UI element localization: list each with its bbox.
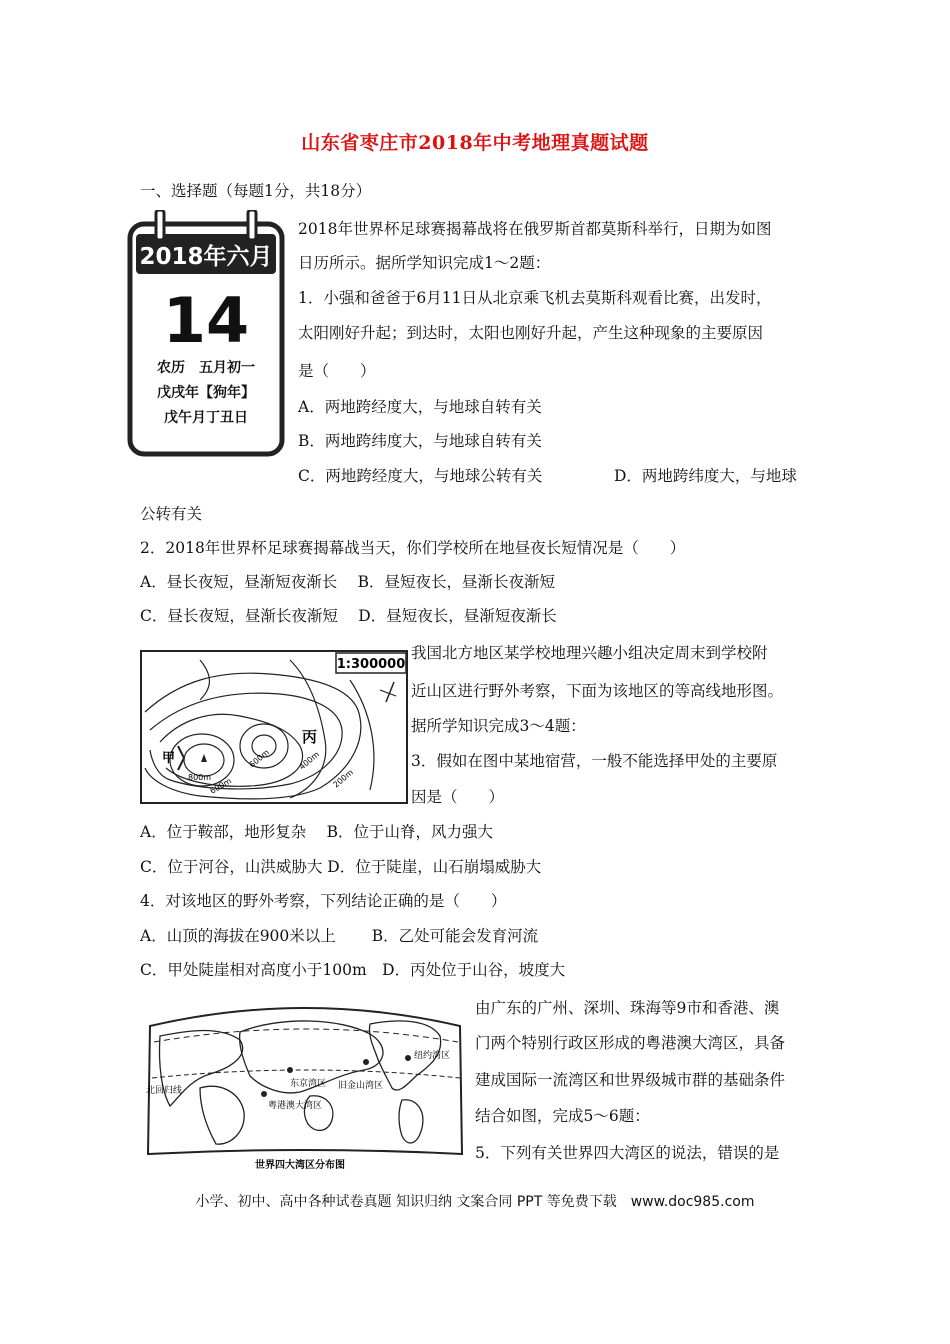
calendar-lunar-2: 戊戌年【狗年】	[157, 385, 255, 401]
intro-12-line-2: 日历所示。据所学知识完成1～2题：	[298, 254, 551, 272]
intro-12-line-1: 2018年世界杯足球赛揭幕战将在俄罗斯首都莫斯科举行，日期为如图	[298, 220, 772, 238]
contour-800: 800m	[188, 773, 212, 782]
calendar-lunar-3: 戊午月丁丑日	[164, 410, 248, 426]
intro-56-line-4: 结合如图，完成5～6题：	[475, 1107, 650, 1125]
q1-stem-1: 1．小强和爸爸于6月11日从北京乘飞机去莫斯科观看比赛，出发时，	[298, 289, 772, 307]
q1-option-d-cont: 公转有关	[140, 505, 203, 523]
world-bay-map	[140, 996, 470, 1174]
q4-stem: 4．对该地区的野外考察，下列结论正确的是（ ）	[140, 892, 507, 910]
q3-stem-2: 因是（ ）	[411, 788, 505, 806]
q3-options-ab: A．位于鞍部，地形复杂 B．位于山脊，风力强大	[140, 823, 494, 841]
section-heading: 一、选择题（每题1分，共18分）	[140, 182, 372, 200]
map-caption: 世界四大湾区分布图	[255, 1160, 345, 1171]
calendar-day: 14	[162, 284, 250, 357]
label-ny-bay: 纽约湾区	[414, 1051, 451, 1061]
q4-options-cd: C．甲处陡崖相对高度小于100m D．丙处位于山谷，坡度大	[140, 961, 566, 979]
intro-56-line-3: 建成国际一流湾区和世界级城市群的基础条件	[475, 1071, 786, 1089]
intro-34-line-1: 我国北方地区某学校地理兴趣小组决定周末到学校附	[411, 644, 768, 662]
q1-option-c: C．两地跨经度大，与地球公转有关	[298, 467, 543, 485]
q1-stem-3: 是（ ）	[298, 362, 376, 380]
label-tokyo-bay: 东京湾区	[290, 1079, 327, 1089]
contour-400: 400m	[297, 749, 321, 772]
calendar-image	[126, 210, 288, 458]
q2-options-ab: A．昼长夜短，昼渐短夜渐长 B．昼短夜长，昼渐长夜渐短	[140, 573, 556, 591]
q4-options-ab: A．山顶的海拔在900米以上 B．乙处可能会发育河流	[140, 927, 539, 945]
calendar-lunar-1: 农历 五月初一	[157, 360, 255, 376]
label-sf-bay: 旧金山湾区	[338, 1081, 384, 1091]
label-tropic: 北回归线	[146, 1086, 183, 1096]
contour-600a: 600m	[208, 776, 233, 796]
q2-stem: 2．2018年世界杯足球赛揭幕战当天，你们学校所在地昼夜长短情况是（ ）	[140, 539, 686, 557]
intro-34-line-2: 近山区进行野外考察，下面为该地区的等高线地形图。	[411, 682, 784, 700]
label-gba: 粤港澳大湾区	[268, 1101, 323, 1111]
intro-34-line-3: 据所学知识完成3～4题：	[411, 717, 586, 735]
q1-option-a: A．两地跨经度大，与地球自转有关	[298, 398, 542, 416]
contour-600b: 600m	[247, 747, 271, 770]
intro-56-line-2: 门两个特别行政区形成的粤港澳大湾区，具备	[475, 1034, 786, 1052]
contour-map	[140, 650, 408, 804]
map-scale: 1:300000	[336, 657, 406, 672]
page-title: 山东省枣庄市2018年中考地理真题试题	[301, 132, 649, 154]
intro-56-line-1: 由广东的广州、深圳、珠海等9市和香港、澳	[475, 999, 780, 1017]
q1-stem-2: 太阳刚好升起；到达时，太阳也刚好升起，产生这种现象的主要原因	[298, 324, 764, 342]
q5-stem: 5．下列有关世界四大湾区的说法，错误的是	[475, 1144, 780, 1162]
q3-stem-1: 3．假如在图中某地宿营，一般不能选择甲处的主要原	[411, 752, 778, 770]
calendar-header: 2018年六月	[139, 244, 273, 270]
contour-200: 200m	[331, 767, 355, 790]
q2-options-cd: C．昼长夜短，昼渐长夜渐短 D．昼短夜长，昼渐短夜渐长	[140, 607, 557, 625]
page-footer: 小学、初中、高中各种试卷真题 知识归纳 文案合同 PPT 等免费下载 www.doc985.com	[195, 1194, 755, 1210]
label-jia: 甲	[162, 751, 176, 766]
q3-options-cd: C．位于河谷，山洪威胁大 D．位于陡崖，山石崩塌威胁大	[140, 858, 542, 876]
q1-option-d: D．两地跨纬度大，与地球	[614, 467, 797, 485]
q1-option-b: B．两地跨纬度大，与地球自转有关	[298, 432, 542, 450]
label-bing: 丙	[302, 728, 318, 746]
